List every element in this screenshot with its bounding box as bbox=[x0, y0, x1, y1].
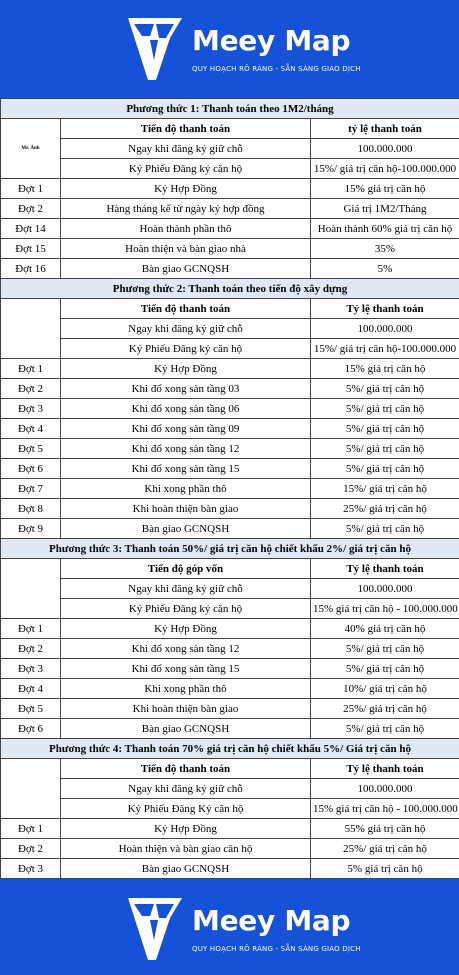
row-label: Hàng tháng kể từ ngày ký hợp đồng bbox=[61, 199, 311, 219]
row-stage: Đợt 1 bbox=[1, 619, 61, 639]
row-label: Ký Hợp Đồng bbox=[61, 619, 311, 639]
section-title: Phương thức 1: Thanh toán theo 1M2/tháng bbox=[1, 99, 459, 119]
row-label: Ngay khi đăng ký giữ chỗ bbox=[61, 319, 311, 339]
row-label: Khi đổ xong sàn tầng 12 bbox=[61, 639, 311, 659]
table-row bbox=[1, 379, 459, 399]
row-stage: Đợt 2 bbox=[1, 379, 61, 399]
table-row bbox=[1, 479, 459, 499]
column-header-row bbox=[1, 299, 459, 319]
row-rate: 100.000.000 bbox=[311, 579, 459, 599]
row-rate: 55% giá trị căn hộ bbox=[311, 819, 459, 839]
table-row bbox=[1, 199, 459, 219]
table-row bbox=[1, 159, 459, 179]
table-row bbox=[1, 179, 459, 199]
row-label: Khi hoàn thiện bàn giao bbox=[61, 699, 311, 719]
table-row bbox=[1, 699, 459, 719]
row-rate: 15%/ giá trị căn hộ-100.000.000 bbox=[311, 339, 459, 359]
row-stage: Đợt 1 bbox=[1, 819, 61, 839]
table-row bbox=[1, 399, 459, 419]
row-stage: Đợt 6 bbox=[1, 459, 61, 479]
section-title: Phương thức 4: Thanh toán 70% giá trị căn hộ chiết khấu 5%/ Giá trị căn hộ bbox=[1, 739, 459, 759]
column-header-rate: Tỷ lệ thanh toán bbox=[311, 299, 459, 319]
row-label: Ký Hợp Đồng bbox=[61, 359, 311, 379]
payment-schedule-table bbox=[0, 98, 459, 879]
table-row bbox=[1, 239, 459, 259]
row-stage: Đợt 4 bbox=[1, 419, 61, 439]
row-rate: 15% giá trị căn hộ bbox=[311, 179, 459, 199]
row-label: Ký Phiếu Đăng ký căn hộ bbox=[61, 339, 311, 359]
row-rate: 15% giá trị căn hộ bbox=[311, 359, 459, 379]
row-stage: Đợt 3 bbox=[1, 659, 61, 679]
table-row bbox=[1, 459, 459, 479]
row-label: Ký Hợp Đồng bbox=[61, 179, 311, 199]
column-header-rate: Tỷ lệ thanh toán bbox=[311, 759, 459, 779]
row-label: Ngay khi đăng ký giữ chỗ bbox=[61, 779, 311, 799]
table-row bbox=[1, 319, 459, 339]
table-row bbox=[1, 639, 459, 659]
table-row bbox=[1, 819, 459, 839]
row-stage: Đợt 7 bbox=[1, 479, 61, 499]
table-row bbox=[1, 659, 459, 679]
row-rate: 5%/ giá trị căn hộ bbox=[311, 399, 459, 419]
brand-logo-bottom bbox=[126, 896, 366, 966]
brand-tagline: QUY HOẠCH RÕ RÀNG - SẴN SÀNG GIAO DỊCH bbox=[192, 65, 361, 73]
row-stage: Đợt 4 bbox=[1, 679, 61, 699]
row-stage: Đợt 16 bbox=[1, 259, 61, 279]
row-label: Ký Phiếu Đăng ký căn hộ bbox=[61, 599, 311, 619]
meey-logo-icon bbox=[126, 896, 184, 962]
row-rate: 25%/ giá trị căn hộ bbox=[311, 499, 459, 519]
row-label: Khi xong phần thô bbox=[61, 679, 311, 699]
row-label: Khi đổ xong sàn tầng 03 bbox=[61, 379, 311, 399]
row-label: Hoàn thành phần thô bbox=[61, 219, 311, 239]
row-label: Bàn giao GCNQSH bbox=[61, 859, 311, 879]
meey-logo-icon bbox=[126, 16, 184, 82]
row-label: Khi đổ xong sàn tầng 15 bbox=[61, 459, 311, 479]
section-title: Phương thức 3: Thanh toán 50%/ giá trị căn hộ chiết khấu 2%/ giá trị căn hộ bbox=[1, 539, 459, 559]
row-rate: 5%/ giá trị căn hộ bbox=[311, 519, 459, 539]
row-label: Hoàn thiện và bàn giao nhà bbox=[61, 239, 311, 259]
row-label: Bàn giao GCNQSH bbox=[61, 719, 311, 739]
brand-name: Meey Map bbox=[192, 904, 350, 937]
column-header-rate: Tỷ lệ thanh toán bbox=[311, 559, 459, 579]
table-row bbox=[1, 799, 459, 819]
row-label: Khi đổ xong sàn tầng 06 bbox=[61, 399, 311, 419]
row-label: Khi đổ xong sàn tầng 12 bbox=[61, 439, 311, 459]
row-stage: Đợt 9 bbox=[1, 519, 61, 539]
column-header-progress: Tiến độ thanh toán bbox=[61, 299, 311, 319]
table-row bbox=[1, 779, 459, 799]
row-rate: 15%/ giá trị căn hộ bbox=[311, 479, 459, 499]
row-stage: Đợt 5 bbox=[1, 699, 61, 719]
row-stage: Đợt 3 bbox=[1, 859, 61, 879]
stage-blank-cell: Mr. Ảnh bbox=[1, 119, 61, 179]
row-rate: 15% giá trị căn hộ - 100.000.000 bbox=[311, 799, 459, 819]
row-stage: Đợt 8 bbox=[1, 499, 61, 519]
row-rate: 100.000.000 bbox=[311, 319, 459, 339]
table-row bbox=[1, 619, 459, 639]
section-title-row bbox=[1, 739, 459, 759]
row-label: Ký Hợp Đồng bbox=[61, 819, 311, 839]
row-rate: 25%/ giá trị căn hộ bbox=[311, 699, 459, 719]
table-row bbox=[1, 839, 459, 859]
stage-blank-cell bbox=[1, 299, 61, 359]
row-stage: Đợt 1 bbox=[1, 179, 61, 199]
column-header-row bbox=[1, 559, 459, 579]
table-row bbox=[1, 579, 459, 599]
row-rate: 5%/ giá trị căn hộ bbox=[311, 439, 459, 459]
row-label: Hoàn thiện và bàn giao căn hộ bbox=[61, 839, 311, 859]
row-rate: 5% bbox=[311, 259, 459, 279]
table-row bbox=[1, 499, 459, 519]
row-rate: 35% bbox=[311, 239, 459, 259]
row-rate: 40% giá trị căn hộ bbox=[311, 619, 459, 639]
row-label: Ký Phiếu Đăng ký căn hộ bbox=[61, 159, 311, 179]
column-header-row bbox=[1, 759, 459, 779]
column-header-progress: Tiến độ góp vốn bbox=[61, 559, 311, 579]
table-row bbox=[1, 139, 459, 159]
section-title: Phương thức 2: Thanh toán theo tiến độ xây dựng bbox=[1, 279, 459, 299]
row-label: Ngay khi đăng ký giữ chỗ bbox=[61, 139, 311, 159]
table-row bbox=[1, 339, 459, 359]
row-rate: 5%/ giá trị căn hộ bbox=[311, 659, 459, 679]
column-header-row bbox=[1, 119, 459, 139]
table-row bbox=[1, 419, 459, 439]
table-row bbox=[1, 439, 459, 459]
row-stage: Đợt 1 bbox=[1, 359, 61, 379]
row-rate: 5%/ giá trị căn hộ bbox=[311, 639, 459, 659]
stage-blank-cell bbox=[1, 759, 61, 819]
table-row bbox=[1, 859, 459, 879]
table-row bbox=[1, 219, 459, 239]
section-title-row bbox=[1, 539, 459, 559]
row-rate: 5%/ giá trị căn hộ bbox=[311, 379, 459, 399]
brand-tagline: QUY HOẠCH RÕ RÀNG - SẴN SÀNG GIAO DỊCH bbox=[192, 945, 361, 953]
row-stage: Đợt 2 bbox=[1, 639, 61, 659]
row-rate: 10%/ giá trị căn hộ bbox=[311, 679, 459, 699]
row-rate: 5%/ giá trị căn hộ bbox=[311, 419, 459, 439]
row-stage: Đợt 3 bbox=[1, 399, 61, 419]
row-label: Khi xong phần thô bbox=[61, 479, 311, 499]
row-rate: 100.000.000 bbox=[311, 779, 459, 799]
row-rate: 5% giá trị căn hộ bbox=[311, 859, 459, 879]
row-label: Ký Phiếu Đăng Ký căn hộ bbox=[61, 799, 311, 819]
row-rate: 15%/ giá trị căn hộ-100.000.000 bbox=[311, 159, 459, 179]
row-rate: 25%/ giá trị căn hộ bbox=[311, 839, 459, 859]
row-label: Bàn giao GCNQSH bbox=[61, 519, 311, 539]
row-rate: Hoàn thành 60% giá trị căn hộ bbox=[311, 219, 459, 239]
section-title-row bbox=[1, 99, 459, 119]
row-label: Ngay khi đăng ký giữ chỗ bbox=[61, 579, 311, 599]
brand-logo-top bbox=[126, 16, 366, 86]
row-label: Bàn giao GCNQSH bbox=[61, 259, 311, 279]
column-header-progress: Tiến độ thanh toán bbox=[61, 119, 311, 139]
table-row bbox=[1, 259, 459, 279]
row-stage: Đợt 2 bbox=[1, 839, 61, 859]
column-header-progress: Tiến độ thanh toán bbox=[61, 759, 311, 779]
section-title-row bbox=[1, 279, 459, 299]
row-rate: 5%/ giá trị căn hộ bbox=[311, 719, 459, 739]
table-row bbox=[1, 359, 459, 379]
row-rate: 15% giá trị căn hộ - 100.000.000 bbox=[311, 599, 459, 619]
row-stage: Đợt 15 bbox=[1, 239, 61, 259]
row-stage: Đợt 5 bbox=[1, 439, 61, 459]
row-label: Khi đổ xong sàn tầng 15 bbox=[61, 659, 311, 679]
row-stage: Đợt 14 bbox=[1, 219, 61, 239]
row-rate: Giá trị 1M2/Tháng bbox=[311, 199, 459, 219]
row-rate: 100.000.000 bbox=[311, 139, 459, 159]
row-label: Khi hoàn thiện bàn giao bbox=[61, 499, 311, 519]
row-rate: 5%/ giá trị căn hộ bbox=[311, 459, 459, 479]
row-stage: Đợt 2 bbox=[1, 199, 61, 219]
bottom-banner bbox=[0, 879, 459, 975]
row-label: Khi đổ xong sàn tầng 09 bbox=[61, 419, 311, 439]
column-header-rate: tỷ lệ thanh toán bbox=[311, 119, 459, 139]
stage-blank-cell bbox=[1, 559, 61, 619]
table-row bbox=[1, 599, 459, 619]
top-banner bbox=[0, 0, 459, 98]
table-row bbox=[1, 519, 459, 539]
row-stage: Đợt 6 bbox=[1, 719, 61, 739]
brand-name: Meey Map bbox=[192, 24, 350, 57]
table-row bbox=[1, 719, 459, 739]
table-row bbox=[1, 679, 459, 699]
